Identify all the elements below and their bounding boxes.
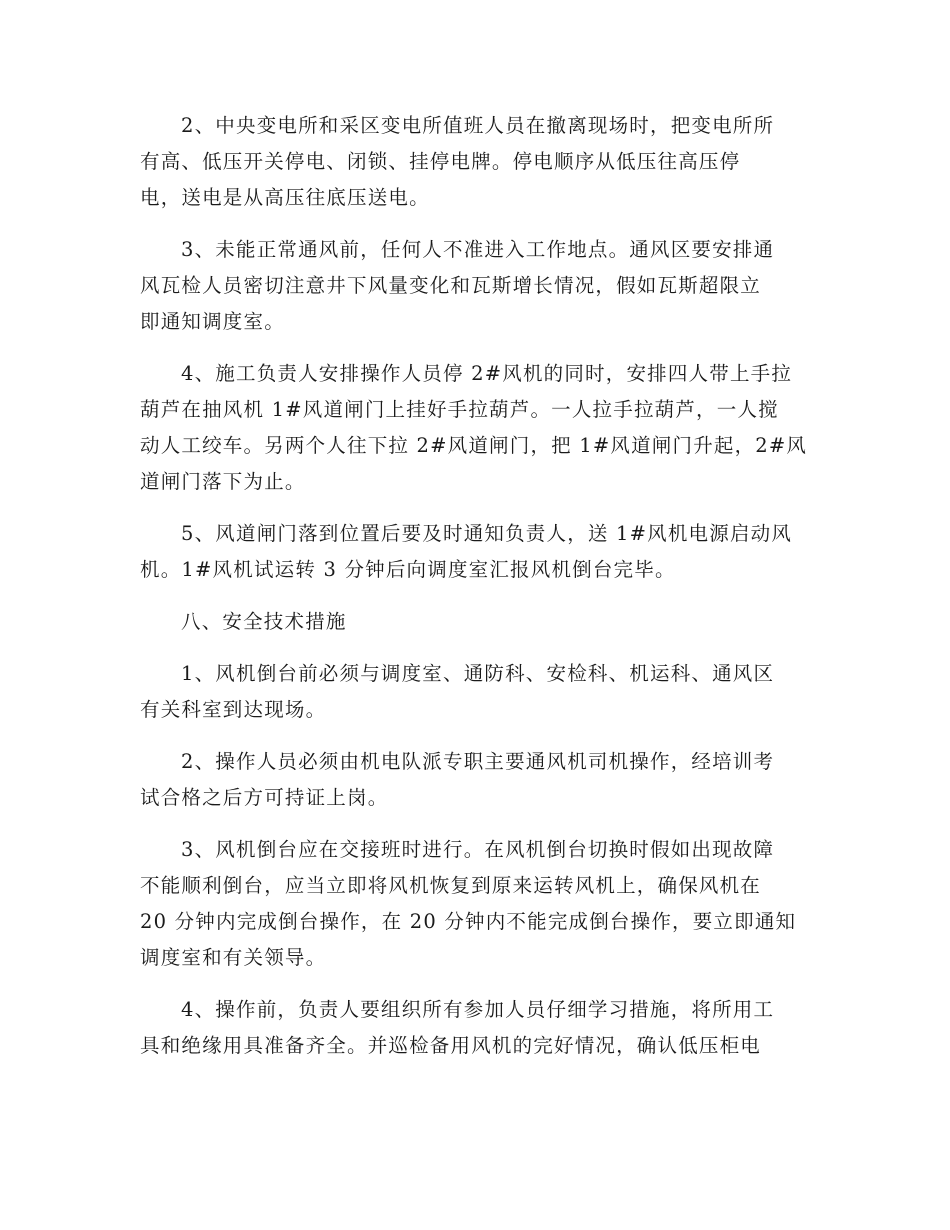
section-heading-safety-measures (140, 604, 810, 640)
text-line: 道闸门落下为止。 (140, 470, 306, 493)
text-line: 调度室和有关领导。 (140, 946, 327, 969)
text-line: 1、风机倒台前必须与调度室、通防科、安检科、机运科、通风区 (181, 662, 775, 685)
text-line: 葫芦在抽风机 1#风道闸门上挂好手拉葫芦。一人拉手拉葫芦，一人搅 (140, 398, 779, 421)
text-line: 4、操作前，负责人要组织所有参加人员仔细学习措施，将所用工 (181, 998, 775, 1021)
text-line: 具和绝缘用具准备齐全。并巡检备用风机的完好情况，确认低压柜电 (140, 1034, 762, 1057)
paragraph-3-ventilation (140, 232, 810, 340)
text-line: 即通知调度室。 (140, 310, 285, 333)
text-line: 试合格之后方可持证上岗。 (140, 786, 389, 809)
text-line: 4、施工负责人安排操作人员停 2#风机的同时，安排四人带上手拉 (181, 362, 793, 385)
paragraph-2-operator-certification (140, 744, 810, 816)
paragraph-3-shift-change-timing (140, 832, 810, 976)
paragraph-4-fan-switch-procedure (140, 356, 810, 500)
document-body (140, 108, 810, 1080)
paragraph-1-departments-on-site (140, 656, 810, 728)
text-line: 3、风机倒台应在交接班时进行。在风机倒台切换时假如出现故障 (181, 838, 775, 861)
text-line: 机。1#风机试运转 3 分钟后向调度室汇报风机倒台完毕。 (140, 558, 676, 581)
text-line: 风瓦检人员密切注意井下风量变化和瓦斯增长情况，假如瓦斯超限立 (140, 274, 762, 297)
text-line: 有高、低压开关停电、闭锁、挂停电牌。停电顺序从低压往高压停 (140, 150, 741, 173)
text-line: 不能顺利倒台，应当立即将风机恢复到原来运转风机上，确保风机在 (140, 874, 762, 897)
text-line: 2、操作人员必须由机电队派专职主要通风机司机操作，经培训考 (181, 750, 775, 773)
text-line: 5、风道闸门落到位置后要及时通知负责人，送 1#风机电源启动风 (181, 522, 793, 545)
text-line: 动人工绞车。另两个人往下拉 2#风道闸门，把 1#风道闸门升起，2#风 (140, 434, 808, 457)
section-heading: 八、安全技术措施 (181, 610, 347, 633)
text-line: 电，送电是从高压往底压送电。 (140, 186, 430, 209)
text-line: 20 分钟内完成倒台操作，在 20 分钟内不能完成倒台操作，要立即通知 (140, 910, 797, 933)
paragraph-5-fan-startup (140, 516, 810, 588)
text-line: 3、未能正常通风前，任何人不准进入工作地点。通风区要安排通 (181, 238, 775, 261)
paragraph-4-pre-operation-prep (140, 992, 810, 1064)
text-line: 有关科室到达现场。 (140, 698, 327, 721)
paragraph-2-substation-power-off (140, 108, 810, 216)
text-line: 2、中央变电所和采区变电所值班人员在撤离现场时，把变电所所 (181, 114, 775, 137)
